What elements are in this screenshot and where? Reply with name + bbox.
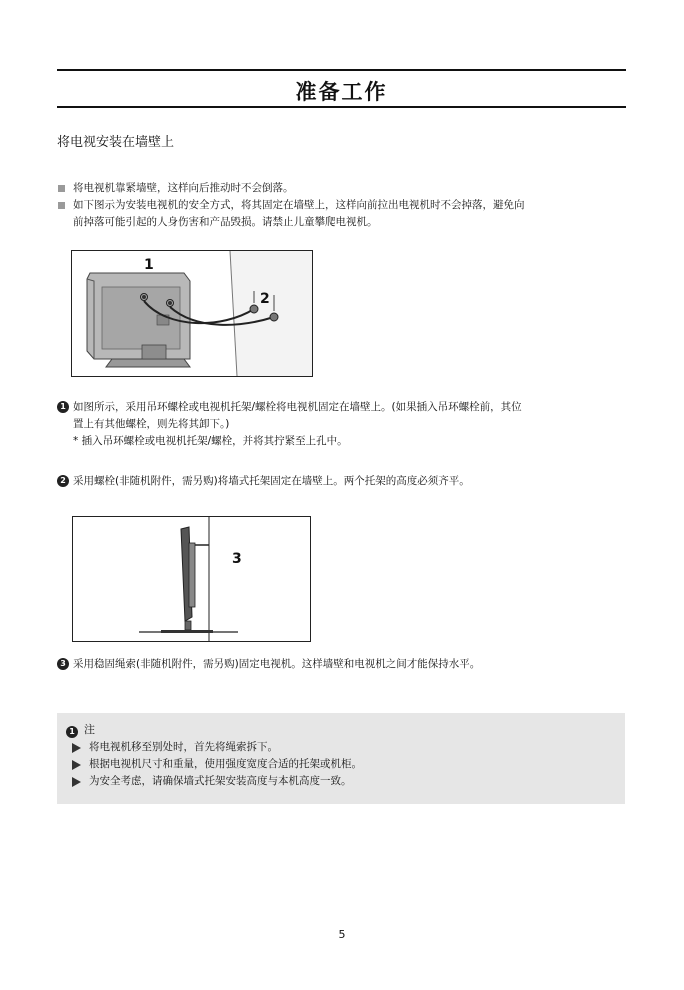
triangle-bullet-icon xyxy=(72,743,81,753)
step-number-3-icon: 3 xyxy=(57,658,69,670)
note-item-text: 为安全考虑，请确保墙式托架安装高度与本机高度一致。 xyxy=(89,775,352,787)
title-underline xyxy=(57,106,626,108)
page-title: 准备工作 xyxy=(295,80,388,104)
intro-bullet-text: 前掉落可能引起的人身伤害和产品毁损。请禁止儿童攀爬电视机。 xyxy=(73,216,378,228)
step-1-continuation: 置上有其他螺栓，则先将其卸下。) xyxy=(73,418,230,430)
intro-bullet-continuation xyxy=(57,214,632,231)
step-2 xyxy=(57,473,632,490)
figure-side-view-illustration xyxy=(72,516,311,642)
step-1 xyxy=(57,399,632,450)
step-3-text: 采用稳固绳索(非随机附件，需另购)固定电视机。这样墙壁和电视机之间才能保持水平。 xyxy=(73,658,481,670)
triangle-bullet-icon xyxy=(72,777,81,787)
step-1-line xyxy=(57,399,632,416)
note-item-text: 根据电视机尺寸和重量，使用强度宽度合适的托架或机柜。 xyxy=(89,758,362,770)
step-3-line xyxy=(57,656,632,673)
note-box xyxy=(57,713,625,804)
note-item-text: 将电视机移至别处时，首先将绳索拆下。 xyxy=(89,741,278,753)
intro-bullet-text: 如下图示为安装电视机的安全方式，将其固定在墙壁上，这样向前拉出电视机时不会掉落，避免向 xyxy=(73,199,525,211)
section-title: 将电视安装在墙壁上 xyxy=(57,135,175,150)
intro-bullet xyxy=(57,197,632,214)
intro-bullet xyxy=(57,180,632,197)
note-item xyxy=(72,773,612,790)
step-2-text: 采用螺栓(非随机附件，需另购)将墙式托架固定在墙壁上。两个托架的高度必须齐平。 xyxy=(73,475,470,487)
square-bullet-icon xyxy=(58,202,65,209)
step-1-text: 如图所示，采用吊环螺栓或电视机托架/螺栓将电视机固定在墙壁上。(如果插入吊环螺栓前，其位 xyxy=(73,401,522,413)
note-items xyxy=(72,739,612,790)
top-rule xyxy=(57,69,626,71)
step-3 xyxy=(57,656,632,673)
tv-side-view-drawing xyxy=(73,517,310,641)
note-title: 注 xyxy=(84,723,95,736)
square-bullet-icon xyxy=(58,185,65,192)
figure-label-2: 2 xyxy=(260,291,270,307)
tv-rear-wall-mount-drawing xyxy=(72,251,312,376)
page-number: 5 xyxy=(338,928,346,941)
intro-bullet-text: 将电视机靠紧墙壁，这样向后推动时不会倒落。 xyxy=(73,182,294,194)
step-number-2-icon: 2 xyxy=(57,475,69,487)
intro-bullets xyxy=(57,180,632,231)
triangle-bullet-icon xyxy=(72,760,81,770)
figure-wall-mount-illustration xyxy=(71,250,313,377)
note-item xyxy=(72,756,612,773)
step-1-footnote: * 插入吊环螺栓或电视机托架/螺栓，并将其拧紧至上孔中。 xyxy=(73,435,348,447)
figure-label-1: 1 xyxy=(144,257,154,273)
note-item xyxy=(72,739,612,756)
figure-label-3: 3 xyxy=(232,551,242,567)
note-header xyxy=(66,721,95,737)
note-icon: 1 xyxy=(66,726,78,738)
step-number-1-icon: 1 xyxy=(57,401,69,413)
step-2-line xyxy=(57,473,632,490)
